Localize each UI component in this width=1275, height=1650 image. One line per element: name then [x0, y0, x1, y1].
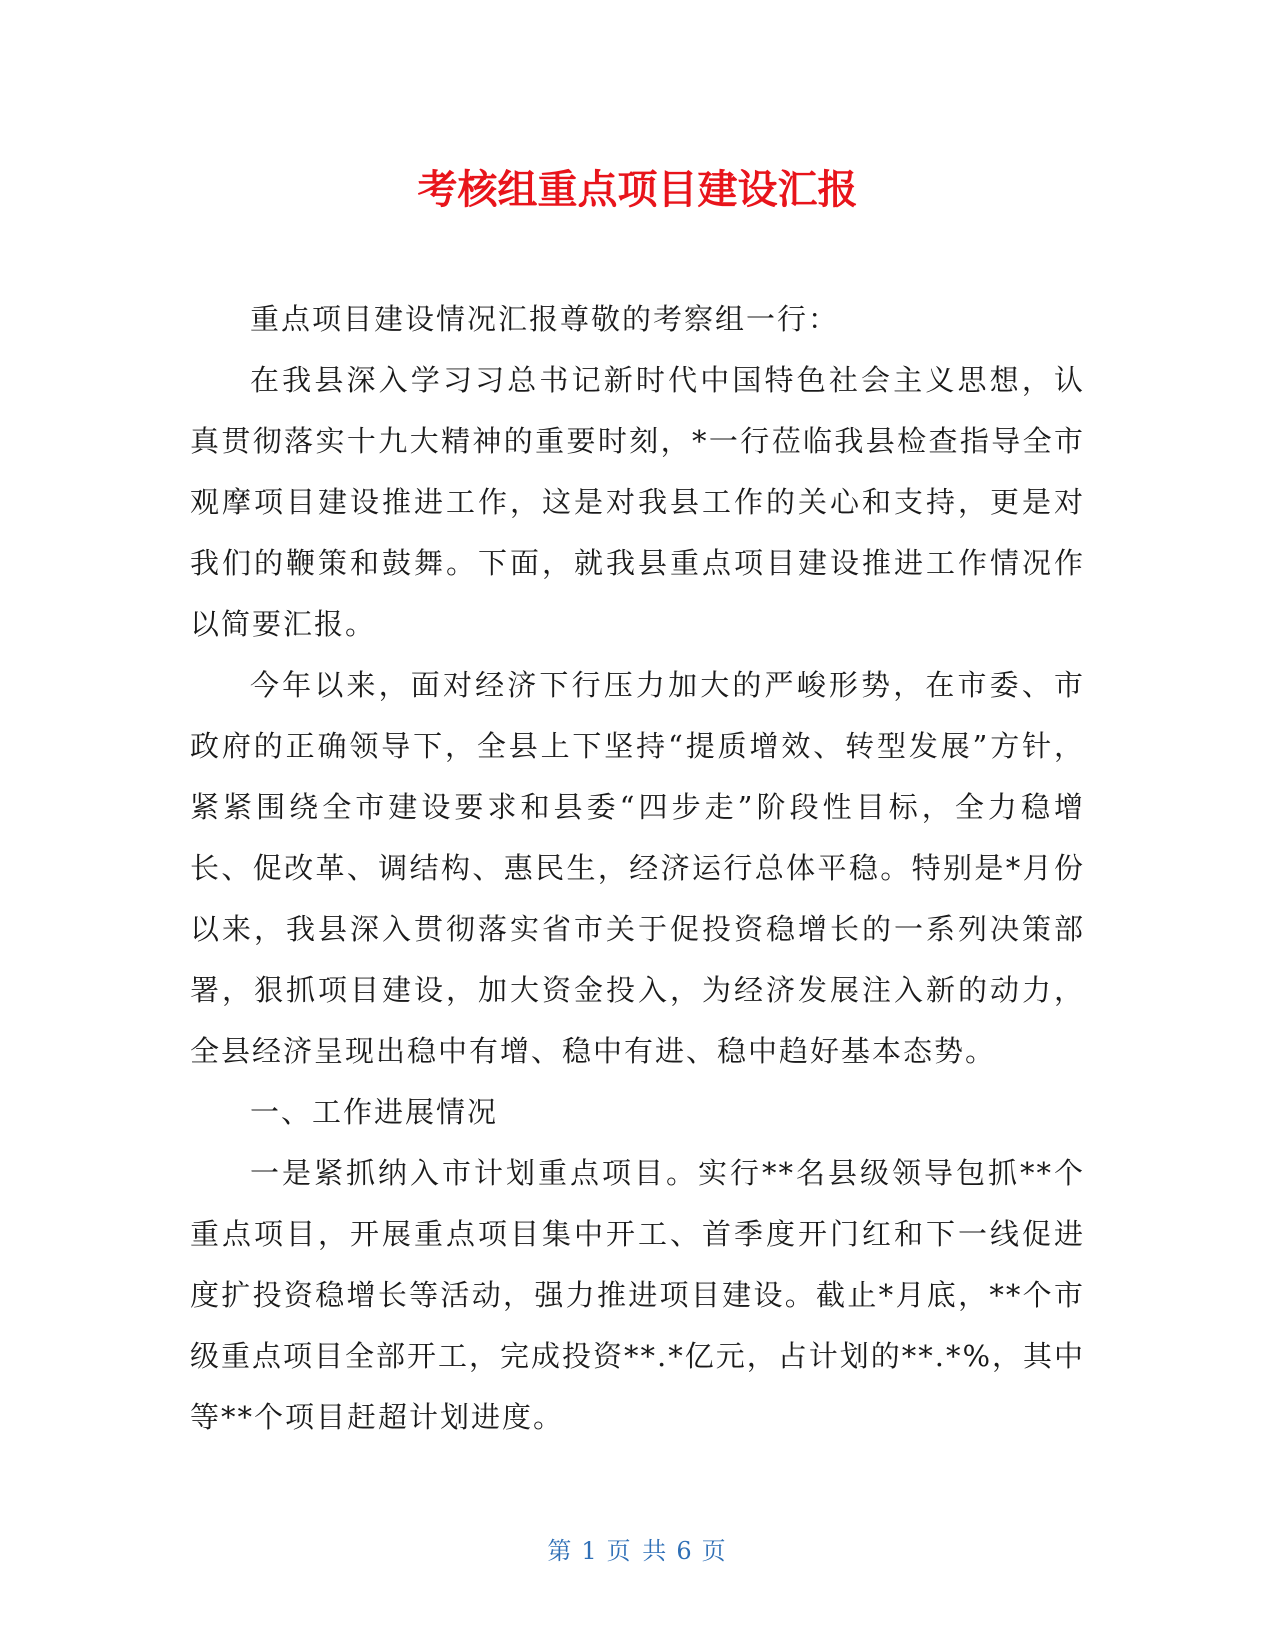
- footer-total-pages: 6: [676, 1537, 694, 1565]
- document-body: [190, 289, 1085, 1448]
- section-heading: 一、工作进展情况: [250, 1095, 499, 1129]
- document-title: 考核组重点项目建设汇报: [417, 167, 858, 213]
- footer-page-number: 1: [581, 1537, 599, 1565]
- paragraph-progress: 一是紧抓纳入市计划重点项目。实行**名县级领导包抓**个重点项目，开展重点项目集中开工、首季度开门红和下一线促进度扩投资稳增长等活动，强力推进项目建设。截止*月底，**个市级重点项目全部开工，完成投资**.*亿元，占计划的**.*%，其中等**个项目赶超计划进度。: [190, 1156, 1085, 1434]
- paragraph-salutation: 重点项目建设情况汇报尊敬的考察组一行：: [250, 302, 840, 336]
- footer-middle: 页 共: [606, 1537, 669, 1565]
- footer-prefix: 第: [547, 1537, 574, 1565]
- paragraph-introduction: 在我县深入学习习总书记新时代中国特色社会主义思想，认真贯彻落实十九大精神的重要时刻，*一行莅临我县检查指导全市观摩项目建设推进工作，这是对我县工作的关心和支持，更是对我们的鞭策和鼓舞。下面，就我县重点项目建设推进工作情况作以简要汇报。: [190, 363, 1085, 641]
- paragraph-overview: 今年以来，面对经济下行压力加大的严峻形势，在市委、市政府的正确领导下，全县上下坚持“提质增效、转型发展”方针，紧紧围绕全市建设要求和县委“四步走”阶段性目标，全力稳增长、促改革、调结构、惠民生，经济运行总体平稳。特别是*月份以来，我县深入贯彻落实省市关于促投资稳增长的一系列决策部署，狠抓项目建设，加大资金投入，为经济发展注入新的动力，全县经济呈现出稳中有增、稳中有进、稳中趋好基本态势。: [190, 668, 1085, 1068]
- footer-suffix: 页: [701, 1537, 728, 1565]
- page-footer: [0, 1536, 1275, 1566]
